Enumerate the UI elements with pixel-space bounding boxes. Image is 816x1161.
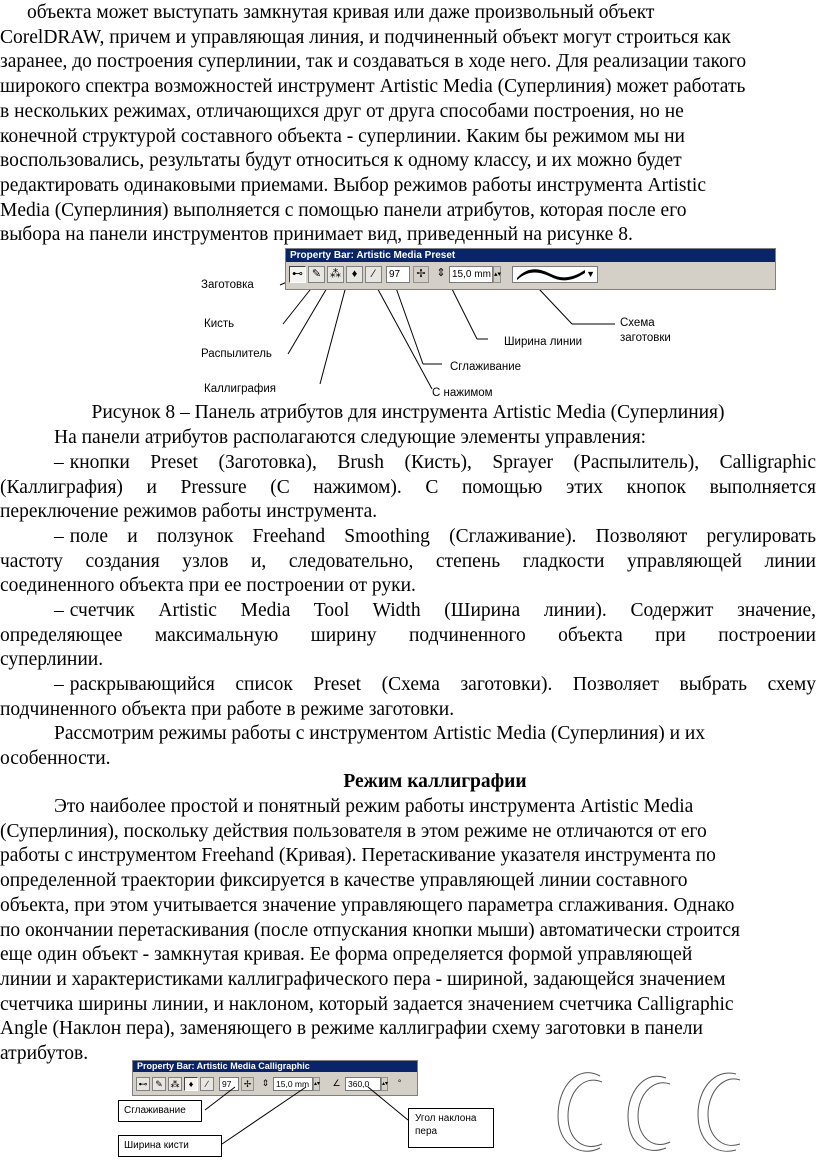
text-line: особенности. (0, 747, 111, 769)
width-spinner[interactable]: ▴▾ (313, 1077, 320, 1091)
brush-mode-button[interactable] (308, 266, 325, 283)
label-scheme-line1: Схема (620, 317, 655, 329)
text-line: подчиненного объекта при работе в режиме заготовки. (0, 698, 455, 720)
figure-8 (180, 244, 680, 404)
chevron-down-icon: ▼ (586, 269, 595, 279)
width-spinner[interactable]: ▴▾ (493, 266, 501, 283)
preset-icon: ⊷ (138, 1079, 148, 1089)
sprayer-icon: ⁂ (330, 268, 341, 280)
slider-icon: ✢ (416, 268, 426, 280)
label-scheme-line2: заготовки (620, 332, 671, 344)
calligraphic-pen-icon: ♦ (188, 1079, 194, 1089)
text-line: конечной структурой составного объекта - суперлинии. Каким бы режимом мы ни (0, 125, 685, 147)
brush-icon: ✎ (155, 1079, 163, 1089)
preset-mode-button[interactable] (289, 266, 306, 283)
text-line: переключение режимов работы инструмента. (0, 501, 378, 523)
text-line: заранее, до построения суперлинии, так и создаваться в ходе него. Для реализации такого (0, 51, 747, 73)
label-angle-line2: пера (415, 1126, 438, 1137)
pressure-mode-button[interactable] (365, 266, 382, 283)
angle-field[interactable]: 360,0 (345, 1077, 381, 1091)
calligraphic-pen-icon: ♦ (351, 268, 358, 280)
smoothing-slider-button[interactable] (413, 266, 429, 283)
text-line: редактировать одинаковыми приемами. Выбор режимов работы инструмента Artistic (0, 174, 706, 196)
smoothing-field[interactable]: 97 (386, 266, 410, 283)
text-line (54, 525, 816, 550)
width-icon: ⇕ (436, 267, 446, 279)
calligraphic-mode-button[interactable] (346, 266, 363, 283)
list-dash: – (54, 600, 64, 621)
text-line (54, 451, 816, 476)
text-line: счетчика ширины линии, и наклоном, который задается значением счетчика Calligraphic (0, 993, 734, 1015)
width-icon: ⇕ (261, 1078, 270, 1088)
text-line: Это наиболее простой и понятный режим работы инструмента Artistic Media (54, 796, 694, 817)
list-item-text: счетчик Artistic Media Tool Width (Ширина линии). Содержит значение, (69, 600, 816, 621)
preset-stroke-list[interactable] (512, 266, 598, 283)
pressure-pen-icon: ∕ (372, 268, 375, 280)
sprayer-mode-button[interactable] (327, 266, 344, 283)
artistic-media-preset-property-bar (285, 248, 776, 290)
slider-icon: ✢ (243, 1079, 252, 1089)
text-line: Рассмотрим режимы работы с инструментом Artistic Media (Суперлиния) и их (54, 723, 706, 744)
angle-spinner[interactable]: ▴▾ (381, 1077, 388, 1091)
figure-calligraphic (110, 1056, 816, 1161)
smoothing-field[interactable]: 97 (219, 1077, 239, 1091)
text-line: соединенного объекта при ее построении от руки. (0, 575, 416, 597)
list-item-text: кнопки Preset (Заготовка), Brush (Кисть), Sprayer (Распылитель), Calligraphic (69, 452, 816, 473)
text-line: еще один объект - замкнутая кривая. Ее форма определяется формой управляющей (0, 944, 693, 966)
text-line: определяющее максимальную ширину подчиненного объекта при построении (0, 624, 816, 646)
text-line (54, 599, 816, 624)
text-line: суперлинии. (0, 649, 104, 671)
label-angle-box (408, 1108, 494, 1148)
text-line: в нескольких режимах, отличающихся друг от друга способами построения, но не (0, 100, 684, 122)
text-line (54, 673, 816, 698)
label-preset: Заготовка (201, 279, 254, 291)
text-line: широкого спектра возможностей инструмент Artistic Media (Суперлиния) может работать (0, 76, 746, 98)
angle-icon: ∠ (332, 1078, 341, 1088)
text-line: атрибутов. (0, 1043, 89, 1064)
pressure-pen-icon: ∕ (206, 1079, 208, 1089)
text-line: (Суперлиния), поскольку действия пользователя в этом режиме не отличаются от его (0, 820, 707, 842)
property-bar-title: Property Bar: Artistic Media Calligraphic (133, 1061, 417, 1072)
brush-icon: ✎ (311, 268, 322, 280)
label-angle-line1: Угол наклона (415, 1113, 477, 1124)
list-dash: – (54, 452, 64, 473)
text-line: частоту создания узлов и, следовательно, степень гладкости управляющей линии (0, 550, 816, 572)
text-line: по окончании перетаскивания (после отпускания кнопки мыши) автоматически строится (0, 919, 741, 941)
label-line-width: Ширина линии (504, 336, 583, 348)
label-calligraphy: Каллиграфия (204, 383, 277, 395)
text-line: линии и характеристиками каллиграфического пера - шириной, задающейся значением (0, 968, 726, 990)
list-dash: – (54, 526, 64, 547)
text-line: (Каллиграфия) и Pressure (С нажимом). С помощью этих кнопок выполняется (0, 476, 816, 498)
text-line: работы с инструментом Freehand (Кривая). Перетаскивание указателя инструмента по (0, 845, 716, 867)
text-line: объекта может выступать замкнутая кривая или даже произвольный объект (27, 2, 655, 23)
section-heading: Режим каллиграфии (343, 771, 527, 792)
degree-symbol: ° (397, 1078, 402, 1088)
label-pressure: С нажимом (432, 387, 493, 399)
width-field[interactable]: 15,0 mm (449, 266, 493, 283)
text-line: воспользовались, результаты будут относиться к одному классу, и их можно будет (0, 150, 682, 172)
stroke-preview-icon (515, 267, 587, 282)
text-line: определенной траектории фиксируется в качестве управляющей линии составного (0, 870, 688, 892)
preset-icon: ⊷ (292, 268, 303, 280)
sprayer-icon: ⁂ (170, 1079, 180, 1089)
label-smoothing: Сглаживание (450, 361, 522, 373)
label-brush-width-box: Ширина кисти (118, 1135, 222, 1157)
property-bar-title: Property Bar: Artistic Media Preset (286, 249, 775, 262)
text-line: Media (Суперлиния) выполняется с помощью панели атрибутов, которая после его (0, 199, 687, 221)
list-item-text: поле и ползунок Freehand Smoothing (Сглаживание). Позволяют регулировать (69, 526, 816, 547)
list-intro: На панели атрибутов располагаются следующие элементы управления: (54, 427, 647, 448)
list-dash: – (54, 674, 64, 695)
text-line: выбора на панели инструментов принимает вид, приведенный на рисунке 8. (0, 224, 633, 246)
figure-8-caption: Рисунок 8 – Панель атрибутов для инструмента Artistic Media (Суперлиния) (91, 402, 725, 423)
label-sprayer: Распылитель (201, 348, 272, 360)
text-line: Angle (Наклон пера), заменяющего в режиме каллиграфии схему заготовки в панели (0, 1018, 703, 1040)
text-line: CorelDRAW, причем и управляющая линия, и подчиненный объект могут строиться как (0, 26, 731, 48)
brush-width-field[interactable]: 15,0 mm (273, 1077, 313, 1091)
label-smoothing-box: Сглаживание (118, 1100, 202, 1122)
list-item-text: раскрывающийся список Preset (Схема заготовки). Позволяет выбрать схему (69, 674, 816, 695)
text-line: объекта, при этом учитывается значение управляющего параметра сглаживания. Однако (0, 894, 735, 916)
label-brush: Кисть (204, 318, 235, 330)
